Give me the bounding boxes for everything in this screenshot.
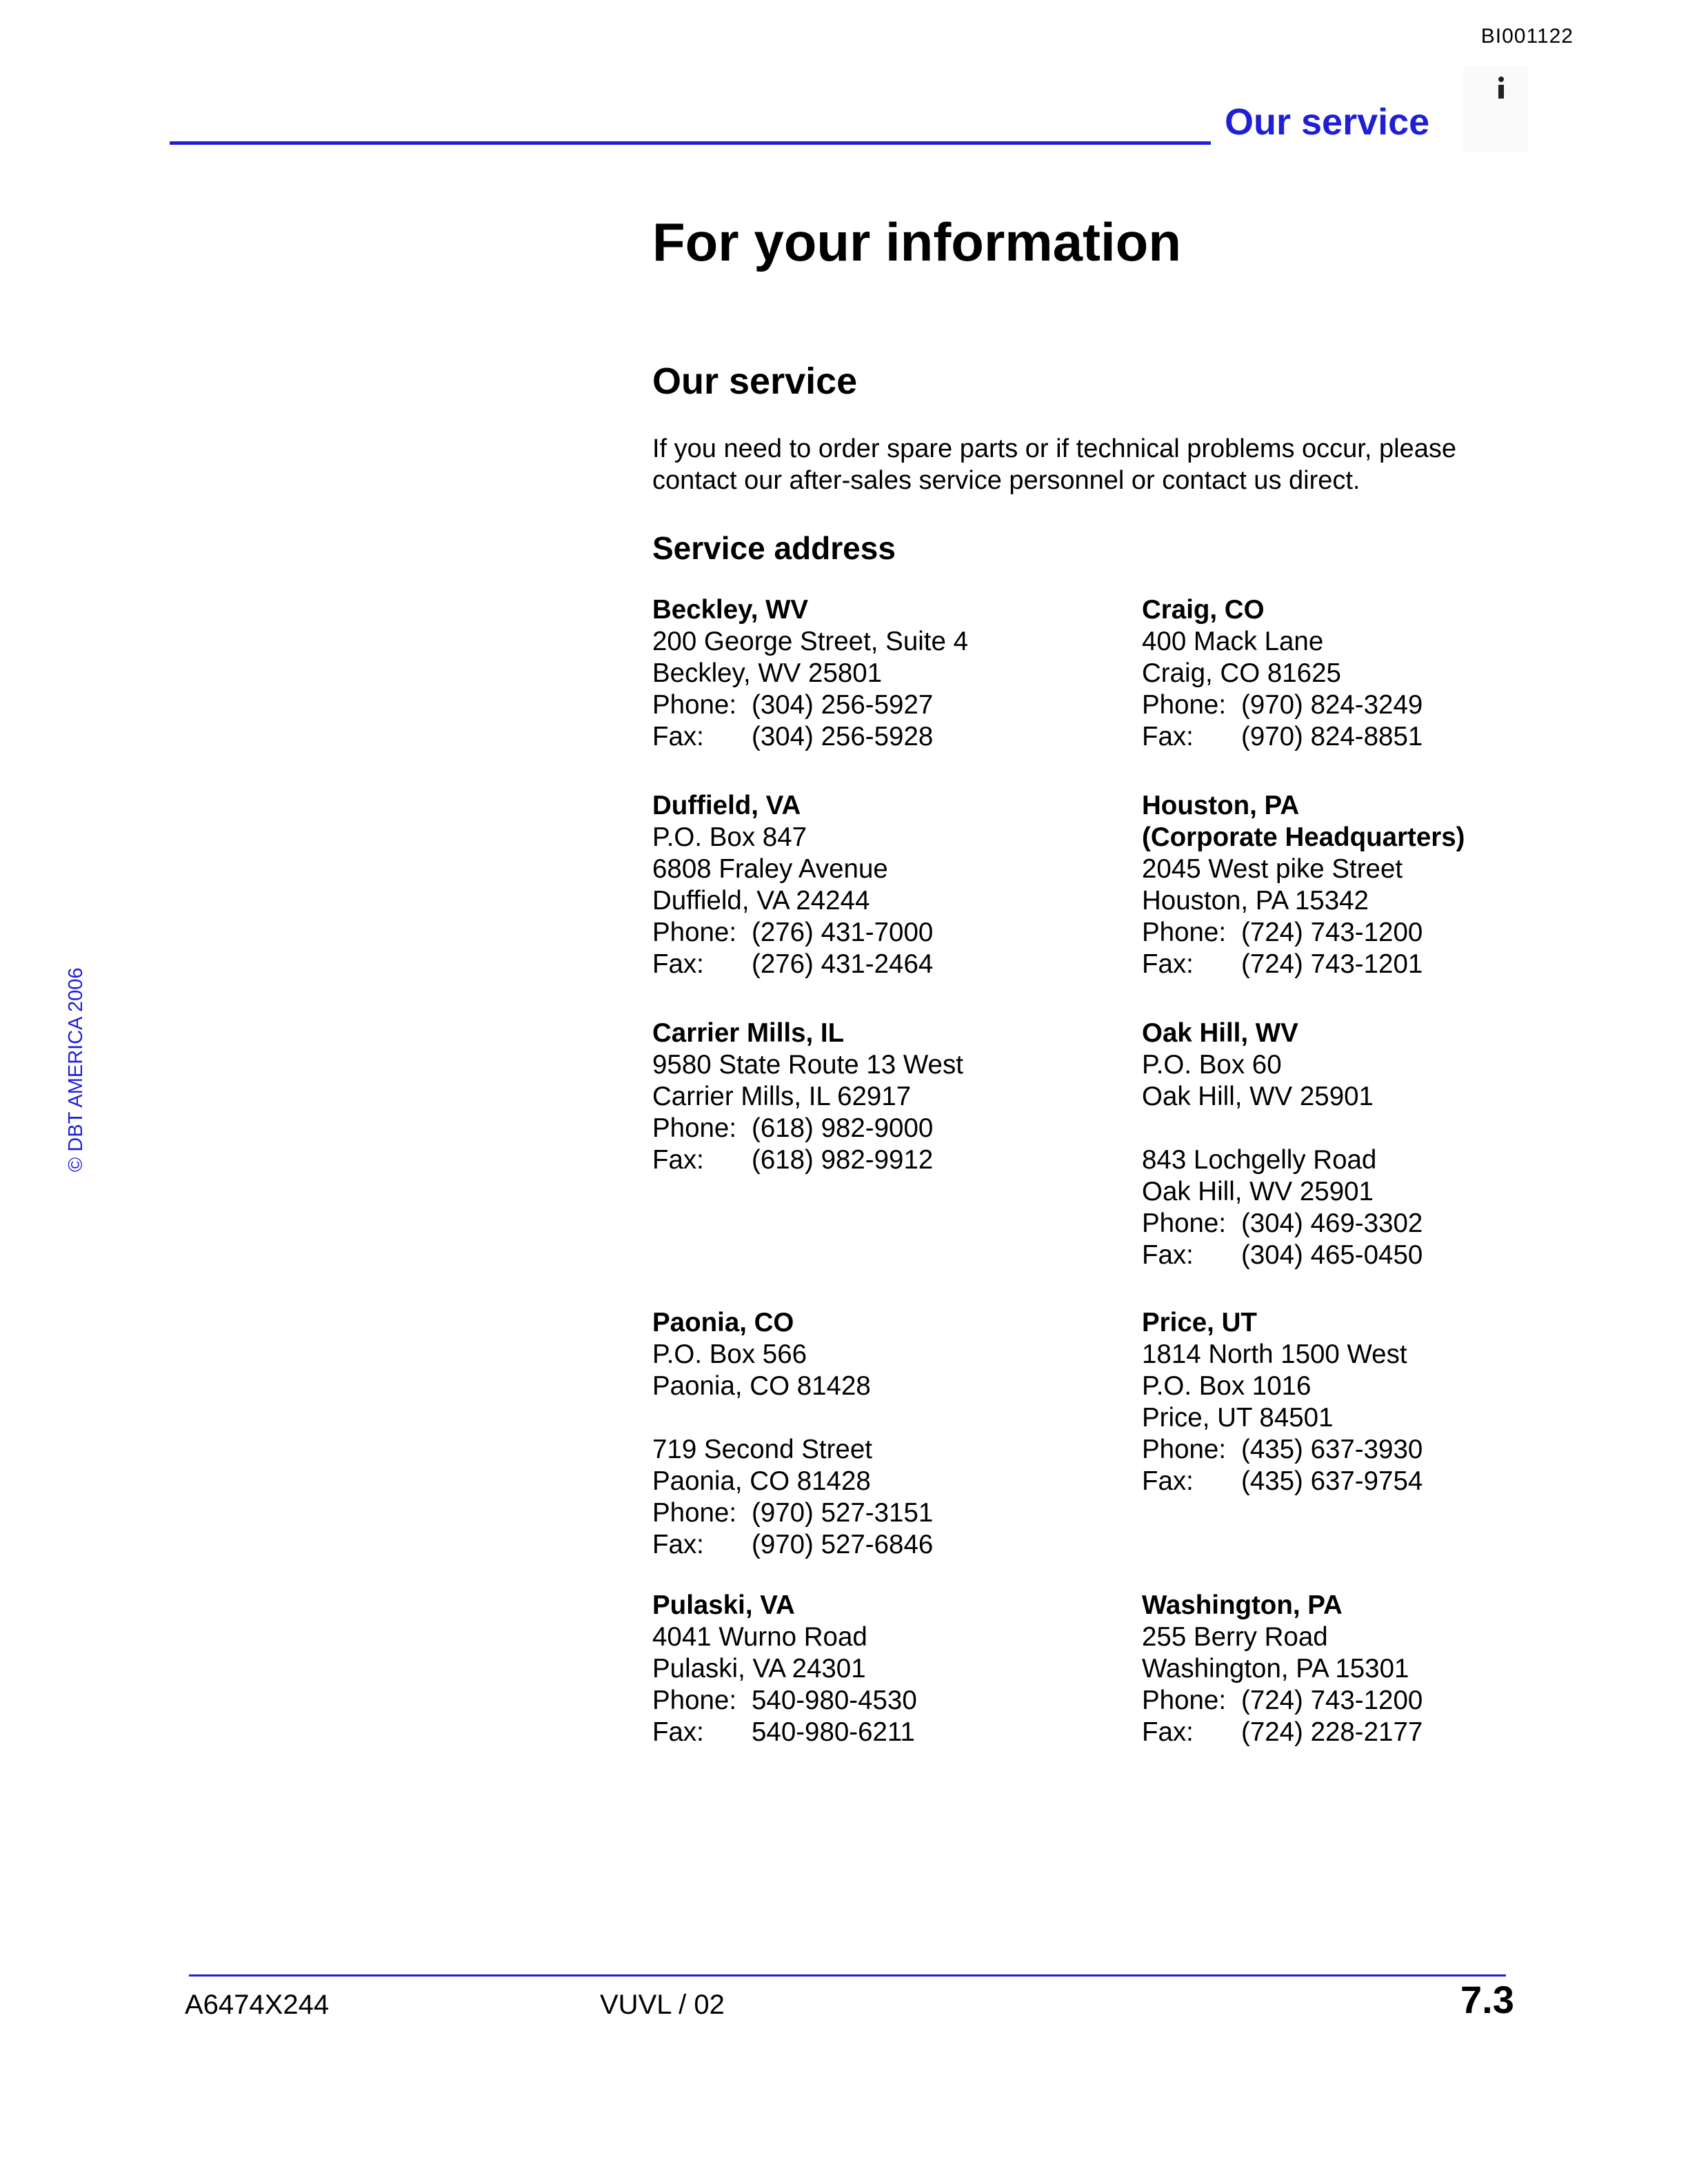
address-line: P.O. Box 847 (652, 822, 807, 852)
office-paonia (652, 1307, 933, 1561)
phone-label: Phone: (652, 1498, 737, 1528)
office-name: Washington, PA (1142, 1590, 1343, 1620)
address-line: Pulaski, VA 24301 (652, 1654, 866, 1684)
fax-line (1142, 1466, 1423, 1497)
phone-label: Phone: (1142, 1435, 1227, 1464)
office-carrier-mills (652, 1018, 963, 1176)
side-copyright: © DBT AMERICA 2006 (65, 967, 87, 1172)
phone-label: Phone: (652, 690, 737, 720)
phone-line (1142, 689, 1423, 721)
office-name: Beckley, WV (652, 595, 809, 625)
phone-label: Phone: (652, 1113, 737, 1143)
info-icon (1463, 66, 1528, 152)
phone-value: (724) 743-1200 (1241, 918, 1423, 947)
fax-value: (435) 637-9754 (1241, 1466, 1423, 1496)
address-line: Washington, PA 15301 (1142, 1654, 1409, 1684)
phone-value: 540-980-4530 (752, 1686, 917, 1715)
address-line: P.O. Box 1016 (1142, 1371, 1312, 1401)
fax-label: Fax: (1142, 722, 1194, 751)
office-price (1142, 1307, 1423, 1497)
phone-label: Phone: (652, 918, 737, 947)
phone-label: Phone: (1142, 1686, 1227, 1715)
office-name: Carrier Mills, IL (652, 1018, 845, 1048)
address-line: 2045 West pike Street (1142, 854, 1403, 884)
fax-line (1142, 949, 1465, 980)
address-line: 255 Berry Road (1142, 1622, 1328, 1652)
fax-label: Fax: (652, 722, 704, 751)
footer-version: VUVL / 02 (600, 1990, 725, 2020)
phone-line (652, 1685, 917, 1717)
address-line: Oak Hill, WV 25901 (1142, 1177, 1374, 1206)
header-section-title: Our service (1225, 101, 1430, 143)
phone-line (652, 689, 968, 721)
address-line: 400 Mack Lane (1142, 627, 1324, 656)
fax-line (652, 721, 968, 753)
office-craig (1142, 594, 1423, 753)
footer-rule (189, 1974, 1506, 1976)
fax-label: Fax: (1142, 949, 1194, 979)
address-line: Craig, CO 81625 (1142, 658, 1341, 688)
fax-value: (724) 743-1201 (1241, 949, 1423, 979)
phone-label: Phone: (1142, 918, 1227, 947)
phone-line (1142, 1434, 1423, 1466)
service-address-heading: Service address (652, 530, 896, 566)
fax-value: (304) 256-5928 (752, 722, 934, 751)
phone-line (652, 1113, 963, 1144)
address-line: 9580 State Route 13 West (652, 1050, 963, 1080)
phone-line (1142, 917, 1465, 949)
address-line: 1814 North 1500 West (1142, 1339, 1407, 1369)
fax-value: (970) 527-6846 (752, 1530, 934, 1559)
fax-value: (970) 824-8851 (1241, 722, 1423, 751)
fax-value: (276) 431-2464 (752, 949, 934, 979)
address-line: 843 Lochgelly Road (1142, 1145, 1377, 1175)
fax-line (1142, 1717, 1423, 1748)
phone-label: Phone: (1142, 1209, 1227, 1238)
address-line: Price, UT 84501 (1142, 1403, 1334, 1433)
office-name: Duffield, VA (652, 791, 801, 820)
address-line: P.O. Box 60 (1142, 1050, 1282, 1080)
fax-value: (618) 982-9912 (752, 1145, 934, 1175)
office-name: Oak Hill, WV (1142, 1018, 1298, 1048)
office-beckley (652, 594, 968, 753)
office-houston (1142, 790, 1465, 980)
phone-line (1142, 1208, 1423, 1240)
office-name: Price, UT (1142, 1308, 1257, 1337)
fax-label: Fax: (652, 949, 704, 979)
address-line: Paonia, CO 81428 (652, 1466, 871, 1496)
address-line: 200 George Street, Suite 4 (652, 627, 969, 656)
fax-label: Fax: (1142, 1240, 1194, 1270)
address-line: Oak Hill, WV 25901 (1142, 1082, 1374, 1111)
office-name: Houston, PA (1142, 791, 1300, 820)
phone-value: (435) 637-3930 (1241, 1435, 1423, 1464)
section-heading: Our service (652, 361, 858, 402)
fax-label: Fax: (1142, 1466, 1194, 1496)
fax-line (652, 949, 933, 980)
address-line: 4041 Wurno Road (652, 1622, 867, 1652)
page-title: For your information (652, 212, 1181, 272)
phone-value: (618) 982-9000 (752, 1113, 934, 1143)
office-duffield (652, 790, 933, 980)
phone-line (1142, 1685, 1423, 1717)
office-name: Pulaski, VA (652, 1590, 795, 1620)
address-line: Houston, PA 15342 (1142, 886, 1369, 916)
office-name: Paonia, CO (652, 1308, 794, 1337)
address-line: Beckley, WV 25801 (652, 658, 883, 688)
address-line: Carrier Mills, IL 62917 (652, 1082, 912, 1111)
header-rule (170, 141, 1211, 145)
phone-value: (304) 256-5927 (752, 690, 934, 720)
office-name: Craig, CO (1142, 595, 1265, 625)
fax-value: (724) 228-2177 (1241, 1717, 1423, 1747)
fax-line (652, 1529, 933, 1561)
address-line: P.O. Box 566 (652, 1339, 807, 1369)
phone-value: (276) 431-7000 (752, 918, 934, 947)
address-line: 719 Second Street (652, 1435, 872, 1464)
fax-line (1142, 1240, 1423, 1271)
address-line: Duffield, VA 24244 (652, 886, 870, 916)
footer-doc-number: A6474X244 (185, 1990, 330, 2020)
office-pulaski (652, 1590, 917, 1748)
phone-label: Phone: (1142, 690, 1227, 720)
address-line: 6808 Fraley Avenue (652, 854, 888, 884)
fax-label: Fax: (652, 1530, 704, 1559)
page-number: 7.3 (1460, 1978, 1514, 2021)
fax-value: 540-980-6211 (752, 1717, 915, 1747)
address-line: Paonia, CO 81428 (652, 1371, 871, 1401)
phone-value: (724) 743-1200 (1241, 1686, 1423, 1715)
fax-line (652, 1144, 963, 1176)
fax-label: Fax: (652, 1145, 704, 1175)
fax-label: Fax: (652, 1717, 704, 1747)
office-oak-hill (1142, 1018, 1423, 1271)
fax-line (1142, 721, 1423, 753)
phone-label: Phone: (652, 1686, 737, 1715)
phone-line (652, 917, 933, 949)
phone-value: (304) 469-3302 (1241, 1209, 1423, 1238)
fax-line (652, 1717, 917, 1748)
phone-value: (970) 824-3249 (1241, 690, 1423, 720)
phone-line (652, 1497, 933, 1529)
fax-label: Fax: (1142, 1717, 1194, 1747)
office-washington (1142, 1590, 1423, 1748)
intro-paragraph: If you need to order spare parts or if technical problems occur, please contact our after-sales service personnel or contact us direct. (652, 434, 1456, 495)
fax-value: (304) 465-0450 (1241, 1240, 1423, 1270)
office-name-qualifier: (Corporate Headquarters) (1142, 822, 1465, 852)
phone-value: (970) 527-3151 (752, 1498, 934, 1528)
document-id: BI001122 (1480, 25, 1574, 48)
